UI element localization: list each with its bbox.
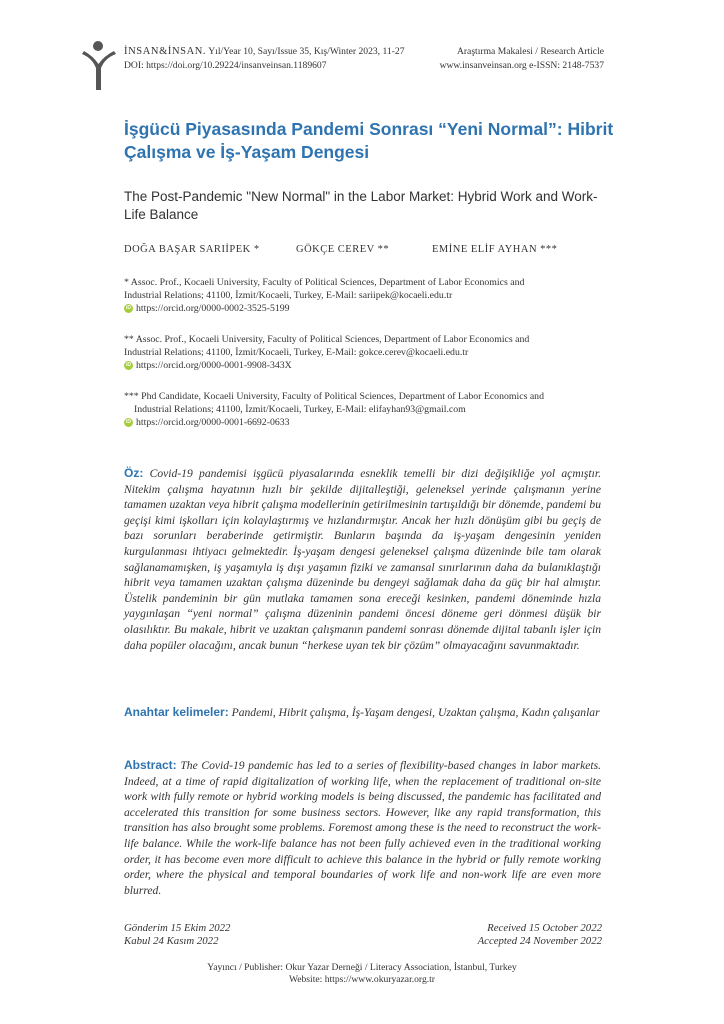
affiliation-block	[124, 276, 604, 315]
author-name: GÖKÇE CEREV **	[296, 244, 390, 255]
affiliation-address: Industrial Relations; 41100, İzmit/Kocaeli, Turkey, E-Mail: elifayhan93@gmail.com	[134, 404, 466, 415]
affiliation-text: *** Phd Candidate, Kocaeli University, Faculty of Political Sciences, Department of Labor Economics and	[124, 391, 544, 402]
dates-turkish	[124, 922, 230, 948]
orcid-row	[124, 302, 604, 315]
affiliation-text: ** Assoc. Prof., Kocaeli University, Faculty of Political Sciences, Department of Labor Economics and	[124, 334, 530, 345]
issue-info: Yıl/Year 10, Sayı/Issue 35, Kış/Winter 2023, 11-27	[208, 46, 405, 57]
doi-link[interactable]: DOI: https://doi.org/10.29224/insanveinsan.1189607	[124, 60, 327, 71]
orcid-icon: iD	[126, 305, 131, 311]
keywords-text: Pandemi, Hibrit çalışma, İş-Yaşam dengesi, Uzaktan çalışma, Kadın çalışanlar	[231, 706, 600, 719]
author-name: EMİNE ELİF AYHAN ***	[432, 244, 558, 255]
orcid-icon: iD	[126, 419, 131, 425]
affiliation-block	[124, 390, 604, 429]
affiliation-address: Industrial Relations; 41100, İzmit/Kocaeli, Turkey, E-Mail: sariipek@kocaeli.edu.tr	[124, 290, 453, 301]
journal-issue-line	[124, 46, 405, 58]
received-date: Received 15 October 2022	[487, 922, 602, 934]
orcid-link[interactable]: https://orcid.org/0000-0001-6692-0633	[136, 417, 290, 428]
abstract-paragraph	[124, 758, 601, 898]
affiliation-block	[124, 333, 604, 372]
affiliation-text: * Assoc. Prof., Kocaeli University, Faculty of Political Sciences, Department of Labor Economics and	[124, 277, 525, 288]
abstract-text: The Covid-19 pandemic has led to a series of flexibility-based changes in labor markets. Indeed, at a time of rapid digitalization of working life, when the replacement of traditional on-site work with fully remote or hybrid working models is being discussed, the pandemic has facilitated and accelerated this transition for some business sectors. However, like any rapid transformation, this transition has also brought some problems. Foremost among these is the need to reconstruct the work-life balance. While the work-life balance has not been fully achieved even in the traditional working order, it has become even more difficult to achieve this balance in the hybrid or fully remote working order, where the physical and temporal boundaries of work life and non-work life are even more blurred.	[124, 759, 601, 897]
orcid-row	[124, 416, 604, 429]
publisher-website[interactable]: Website: https://www.okuryazar.org.tr	[288, 974, 436, 985]
abstract-label: Abstract:	[124, 758, 177, 772]
orcid-icon: iD	[126, 362, 131, 368]
submitted-date: Gönderim 15 Ekim 2022	[124, 922, 231, 934]
accepted-date: Kabul 24 Kasım 2022	[124, 935, 219, 947]
title-english: The Post-Pandemic "New Normal" in the Labor Market: Hybrid Work and Work-Life Balance	[124, 189, 598, 222]
orcid-row	[124, 359, 604, 372]
orcid-link[interactable]: https://orcid.org/0000-0001-9908-343X	[136, 360, 292, 371]
publisher-line: Yayıncı / Publisher: Okur Yazar Derneği / Literacy Association, İstanbul, Turkey	[207, 962, 517, 973]
oz-paragraph	[124, 466, 601, 653]
dates-english	[478, 922, 602, 948]
keywords-paragraph	[124, 705, 601, 721]
accepted-date: Accepted 24 November 2022	[477, 935, 602, 947]
article-type: Araştırma Makalesi / Research Article	[456, 46, 604, 57]
oz-label: Öz:	[124, 466, 144, 480]
journal-logo	[80, 40, 118, 92]
affiliation-address: Industrial Relations; 41100, İzmit/Kocaeli, Turkey, E-Mail: gokce.cerev@kocaeli.edu.tr	[124, 347, 469, 358]
orcid-link[interactable]: https://orcid.org/0000-0002-3525-5199	[136, 303, 290, 314]
journal-name: İNSAN&İNSAN.	[124, 46, 207, 57]
keywords-label: Anahtar kelimeler:	[124, 705, 229, 719]
oz-text: Covid-19 pandemisi işgücü piyasalarında esneklik temelli bir dizi değişikliğe yol açmıştır. Nitekim çalışma hayatının hızlı bir şekilde dijitalleştiği, geleneksel yerinde çalışmanın yerine tamamen uzaktan veya hibrit çalışma modellerinin getirilmesinin tartışıldığı bir dönemde, pandemi bu geçişi kimi işkolları için kolaylaştırmış ve hızlandırmıştır. Ancak her hızlı dönüşüm gibi bu geçiş de bazı sorunları beraberinde getirmiştir. Bunların başında da iş-yaşam dengesinin yeniden kurgulanması ihtiyacı gelmektedir. İş-yaşam dengesi geleneksel çalışma düzeninde bile tam olarak sağlanamamışken, iş yaşamıyla iş dışı yaşamın fiziki ve zamansal sınırlarının daha da bulanıklaştığı hibrit veya tamamen uzaktan çalışma düzeninde bu dengeyi sağlamak daha da güç bir hal almıştır. Üstelik pandeminin bir gün mutlaka tamamen sona ereceği kesinken, pandemi döneminde hızla yaygınlaşan “yeni normal” çalışma düzeninin pandemi öncesi döneme geri dönmesi düşük bir olasılıktır. Bu makale, hibrit ve uzaktan çalışmanın pandemi sonrası dönemde dijital tabanlı işler için daha popüler olacağını, ancak bunun “herkese uyan tek bir çözüm” olmayacağını savunmaktadır.	[124, 467, 602, 652]
website-issn[interactable]: www.insanveinsan.org e-ISSN: 2148-7537	[439, 60, 604, 71]
author-name: DOĞA BAŞAR SARIİPEK *	[124, 244, 260, 255]
title-turkish: İşgücü Piyasasında Pandemi Sonrası “Yeni Normal”: Hibrit Çalışma ve İş-Yaşam Dengesi	[124, 119, 614, 162]
